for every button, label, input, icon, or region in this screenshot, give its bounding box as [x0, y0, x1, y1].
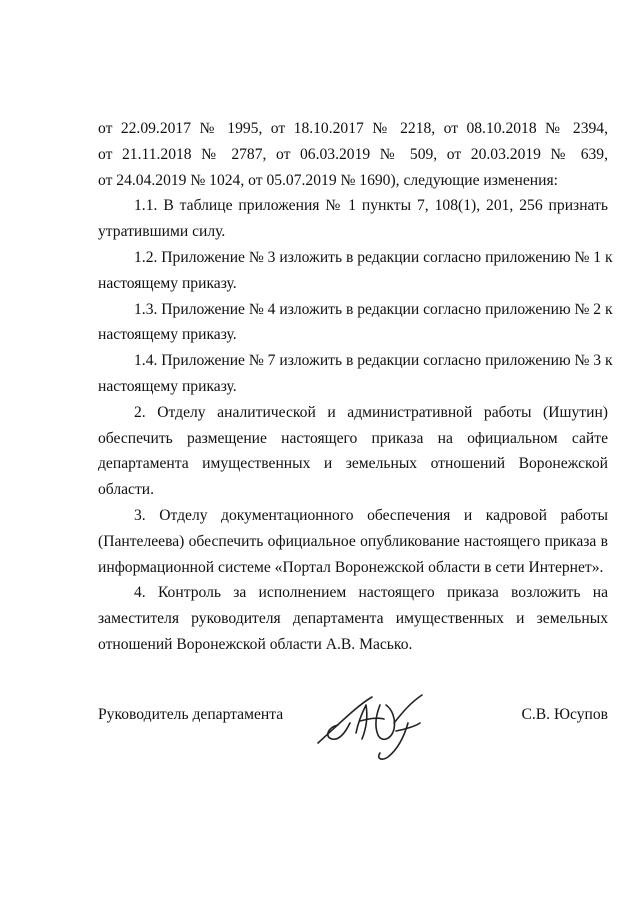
intro-paragraph — [98, 116, 608, 193]
text-line: от 21.11.2018 № 2787, от 06.03.2019 № 509, от 20.03.2019 № 639, — [98, 145, 608, 163]
signatory-position: Руководитель департамента — [98, 706, 284, 723]
text-line: настоящему приказу. — [98, 326, 237, 344]
item-3 — [98, 503, 608, 580]
handwritten-signature-icon — [310, 683, 440, 763]
text-line: информационной системе «Портал Воронежской области в сети Интернет». — [98, 558, 604, 576]
text-line: настоящему приказу. — [98, 377, 237, 395]
text-line: от 24.04.2019 № 1024, от 05.07.2019 № 1690), следующие изменения: — [98, 171, 558, 189]
text-line: области. — [98, 481, 155, 499]
text-line: 1.2. Приложение № 3 изложить в редакции согласно приложению № 1 к — [134, 248, 613, 266]
item-1-1 — [98, 193, 608, 245]
signatory-name: С.В. Юсупов — [521, 706, 608, 723]
item-2 — [98, 400, 608, 503]
item-1-4 — [98, 348, 613, 400]
item-1-2 — [98, 245, 613, 297]
text-line: обеспечить размещение настоящего приказа на официальном сайте — [98, 429, 608, 447]
text-line: утратившими силу. — [98, 223, 226, 241]
text-line: (Пантелеева) обеспечить официальное опубликование настоящего приказа в — [98, 532, 608, 550]
text-line: заместителя руководителя департамента имущественных и земельных — [98, 610, 608, 628]
item-4 — [98, 580, 608, 657]
text-line: отношений Воронежской области А.В. Масько. — [98, 635, 413, 653]
text-line: департамента имущественных и земельных отношений Воронежской — [98, 455, 608, 473]
text-line: 3. Отделу документационного обеспечения и кадровой работы — [134, 506, 608, 524]
text-line: настоящему приказу. — [98, 274, 237, 292]
text-line: 2. Отделу аналитической и административной работы (Ишутин) — [134, 403, 608, 421]
item-1-3 — [98, 297, 613, 349]
text-line: 1.4. Приложение № 7 изложить в редакции согласно приложению № 3 к — [134, 352, 613, 370]
text-line: 4. Контроль за исполнением настоящего приказа возложить на — [134, 584, 608, 602]
document-body — [98, 116, 613, 658]
signature-block — [98, 683, 608, 763]
text-line: 1.1. В таблице приложения № 1 пункты 7, 108(1), 201, 256 признать — [134, 197, 608, 215]
text-line: от 22.09.2017 № 1995, от 18.10.2017 № 2218, от 08.10.2018 № 2394, — [98, 120, 608, 137]
text-line: 1.3. Приложение № 4 изложить в редакции согласно приложению № 2 к — [134, 300, 613, 318]
